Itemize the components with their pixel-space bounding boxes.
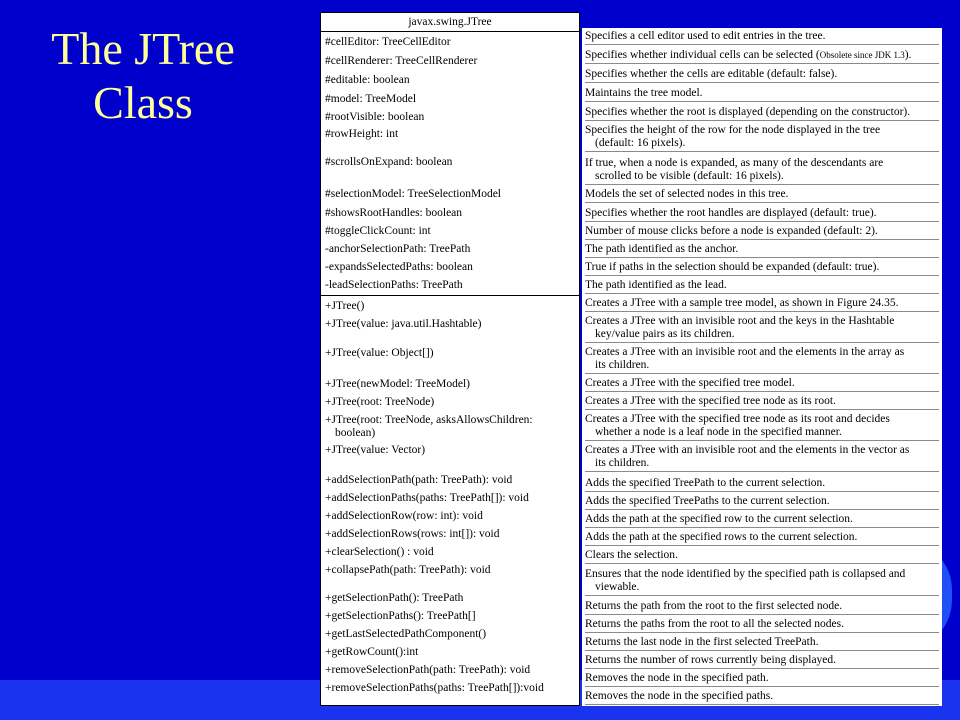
description-text: Adds the specified TreePaths to the current selection. bbox=[585, 495, 830, 507]
uml-methods-section bbox=[321, 476, 579, 706]
uml-field: #cellRenderer: TreeCellRenderer bbox=[325, 55, 478, 67]
uml-field: #showsRootHandles: boolean bbox=[325, 207, 463, 219]
uml-method: +addSelectionPaths(paths: TreePath[]): void bbox=[325, 492, 529, 504]
description-row bbox=[585, 223, 939, 240]
uml-constructor: +JTree(root: TreeNode) bbox=[325, 396, 435, 408]
description-text-continued: (default: 16 pixels). bbox=[595, 137, 686, 149]
description-text: Specifies whether the root is displayed (depending on the constructor). bbox=[585, 106, 911, 118]
description-text: Creates a JTree with an invisible root and the keys in the Hashtable bbox=[585, 315, 895, 327]
description-text: Ensures that the node identified by the specified path is collapsed and bbox=[585, 568, 906, 580]
uml-constructor: +JTree(value: Object[]) bbox=[325, 347, 434, 359]
description-text: Removes the node in the specified paths. bbox=[585, 690, 774, 702]
uml-constructor: +JTree(value: Vector) bbox=[325, 444, 426, 456]
uml-constructor: +JTree(newModel: TreeModel) bbox=[325, 378, 471, 390]
description-text: Returns the path from the root to the first selected node. bbox=[585, 600, 843, 612]
uml-method: +getRowCount():int bbox=[325, 646, 419, 658]
uml-method: +getSelectionPath(): TreePath bbox=[325, 592, 464, 604]
uml-method: +addSelectionRows(rows: int[]): void bbox=[325, 528, 500, 540]
description-text: Number of mouse clicks before a node is expanded (default: 2). bbox=[585, 225, 878, 237]
description-row bbox=[585, 529, 939, 546]
description-note: Obsolete since JDK 1.3 bbox=[819, 50, 905, 60]
description-row bbox=[585, 47, 939, 64]
description-text: Removes the node in the specified path. bbox=[585, 672, 769, 684]
uml-field: #rootVisible: boolean bbox=[325, 111, 425, 123]
description-text: Creates a JTree with the specified tree node as its root. bbox=[585, 395, 836, 407]
description-text: Specifies whether the cells are editable (default: false). bbox=[585, 68, 838, 80]
description-text-continued: its children. bbox=[595, 457, 650, 469]
description-text: Models the set of selected nodes in this tree. bbox=[585, 188, 789, 200]
description-row bbox=[585, 241, 939, 258]
uml-constructor: +JTree() bbox=[325, 300, 365, 312]
description-text-continued: its children. bbox=[595, 359, 650, 371]
description-text: If true, when a node is expanded, as many of the descendants are bbox=[585, 157, 884, 169]
description-row bbox=[585, 344, 939, 374]
uml-method: +clearSelection() : void bbox=[325, 546, 434, 558]
description-text: Returns the number of rows currently being displayed. bbox=[585, 654, 837, 666]
description-text: Returns the last node in the first selected TreePath. bbox=[585, 636, 819, 648]
uml-method: +removeSelectionPath(path: TreePath): void bbox=[325, 664, 531, 676]
description-row bbox=[585, 411, 939, 441]
description-row bbox=[585, 442, 939, 472]
description-text: Adds the specified TreePath to the current selection. bbox=[585, 477, 826, 489]
description-row bbox=[585, 85, 939, 102]
description-row bbox=[585, 688, 939, 705]
description-text: Creates a JTree with an invisible root and the elements in the array as bbox=[585, 346, 905, 358]
slide-title bbox=[18, 22, 268, 130]
description-text-tail: ). bbox=[904, 49, 912, 61]
description-text: Creates a JTree with the specified tree model. bbox=[585, 377, 795, 389]
description-text: Creates a JTree with an invisible root and the elements in the vector as bbox=[585, 444, 910, 456]
description-row bbox=[585, 616, 939, 633]
uml-constructor-continued: boolean) bbox=[335, 427, 376, 439]
uml-method: +getLastSelectedPathComponent() bbox=[325, 628, 487, 640]
description-text-continued: scrolled to be visible (default: 16 pixels). bbox=[595, 170, 784, 182]
uml-constructors-section bbox=[321, 296, 579, 476]
uml-field: #cellEditor: TreeCellEditor bbox=[325, 36, 451, 48]
description-row bbox=[585, 634, 939, 651]
description-text-continued: key/value pairs as its children. bbox=[595, 328, 735, 340]
description-row bbox=[585, 259, 939, 276]
uml-class-name: javax.swing.JTree bbox=[321, 13, 579, 32]
description-panel bbox=[582, 28, 942, 706]
description-row bbox=[585, 652, 939, 669]
description-row bbox=[585, 104, 939, 121]
description-row bbox=[585, 511, 939, 528]
description-row bbox=[585, 122, 939, 152]
description-row bbox=[585, 547, 939, 564]
description-text: The path identified as the anchor. bbox=[585, 243, 739, 255]
description-text: Creates a JTree with a sample tree model, as shown in Figure 24.35. bbox=[585, 297, 899, 309]
description-row bbox=[585, 277, 939, 294]
description-row bbox=[585, 375, 939, 392]
description-text: Adds the path at the specified rows to the current selection. bbox=[585, 531, 858, 543]
description-row bbox=[585, 295, 939, 312]
uml-fields-section bbox=[321, 32, 579, 296]
description-row bbox=[585, 313, 939, 343]
uml-constructor: +JTree(root: TreeNode, asksAllowsChildren: bbox=[325, 414, 533, 426]
description-text: Returns the paths from the root to all the selected nodes. bbox=[585, 618, 845, 630]
uml-field: #model: TreeModel bbox=[325, 93, 417, 105]
uml-method: +addSelectionRow(row: int): void bbox=[325, 510, 483, 522]
description-text: Specifies the height of the row for the node displayed in the tree bbox=[585, 124, 881, 136]
description-text: Maintains the tree model. bbox=[585, 87, 703, 99]
uml-field: #editable: boolean bbox=[325, 74, 410, 86]
description-row bbox=[585, 186, 939, 203]
uml-field: #selectionModel: TreeSelectionModel bbox=[325, 188, 501, 200]
description-text: The path identified as the lead. bbox=[585, 279, 727, 291]
description-text: Specifies a cell editor used to edit entries in the tree. bbox=[585, 30, 826, 42]
description-row bbox=[585, 475, 939, 492]
description-row bbox=[585, 66, 939, 83]
description-row bbox=[585, 205, 939, 222]
uml-field: -expandsSelectedPaths: boolean bbox=[325, 261, 473, 273]
slide-title-line-2: Class bbox=[93, 77, 193, 128]
description-text-continued: viewable. bbox=[595, 581, 640, 593]
description-text: Specifies whether individual cells can be selected ( bbox=[585, 49, 820, 61]
description-row bbox=[585, 28, 939, 45]
description-row bbox=[585, 393, 939, 410]
uml-method: +collapsePath(path: TreePath): void bbox=[325, 564, 491, 576]
description-text: Creates a JTree with the specified tree node as its root and decides bbox=[585, 413, 890, 425]
description-text: Clears the selection. bbox=[585, 549, 678, 561]
description-text: Specifies whether the root handles are displayed (default: true). bbox=[585, 207, 877, 219]
uml-constructor: +JTree(value: java.util.Hashtable) bbox=[325, 318, 482, 330]
uml-method: +addSelectionPath(path: TreePath): void bbox=[325, 474, 513, 486]
uml-method: +getSelectionPaths(): TreePath[] bbox=[325, 610, 476, 622]
uml-field: #scrollsOnExpand: boolean bbox=[325, 156, 453, 168]
description-row bbox=[585, 566, 939, 596]
description-row bbox=[585, 155, 939, 185]
uml-field: #toggleClickCount: int bbox=[325, 225, 431, 237]
uml-field: #rowHeight: int bbox=[325, 128, 399, 140]
description-row bbox=[585, 598, 939, 615]
description-text: True if paths in the selection should be expanded (default: true). bbox=[585, 261, 880, 273]
uml-class-box bbox=[320, 12, 580, 706]
slide-title-line-1: The JTree bbox=[51, 23, 235, 74]
uml-field: -leadSelectionPaths: TreePath bbox=[325, 279, 463, 291]
description-text: Adds the path at the specified row to the current selection. bbox=[585, 513, 853, 525]
description-row bbox=[585, 493, 939, 510]
description-row bbox=[585, 670, 939, 687]
description-text-continued: whether a node is a leaf node in the specified manner. bbox=[595, 426, 842, 438]
uml-field: -anchorSelectionPath: TreePath bbox=[325, 243, 471, 255]
uml-method: +removeSelectionPaths(paths: TreePath[]):void bbox=[325, 682, 544, 694]
